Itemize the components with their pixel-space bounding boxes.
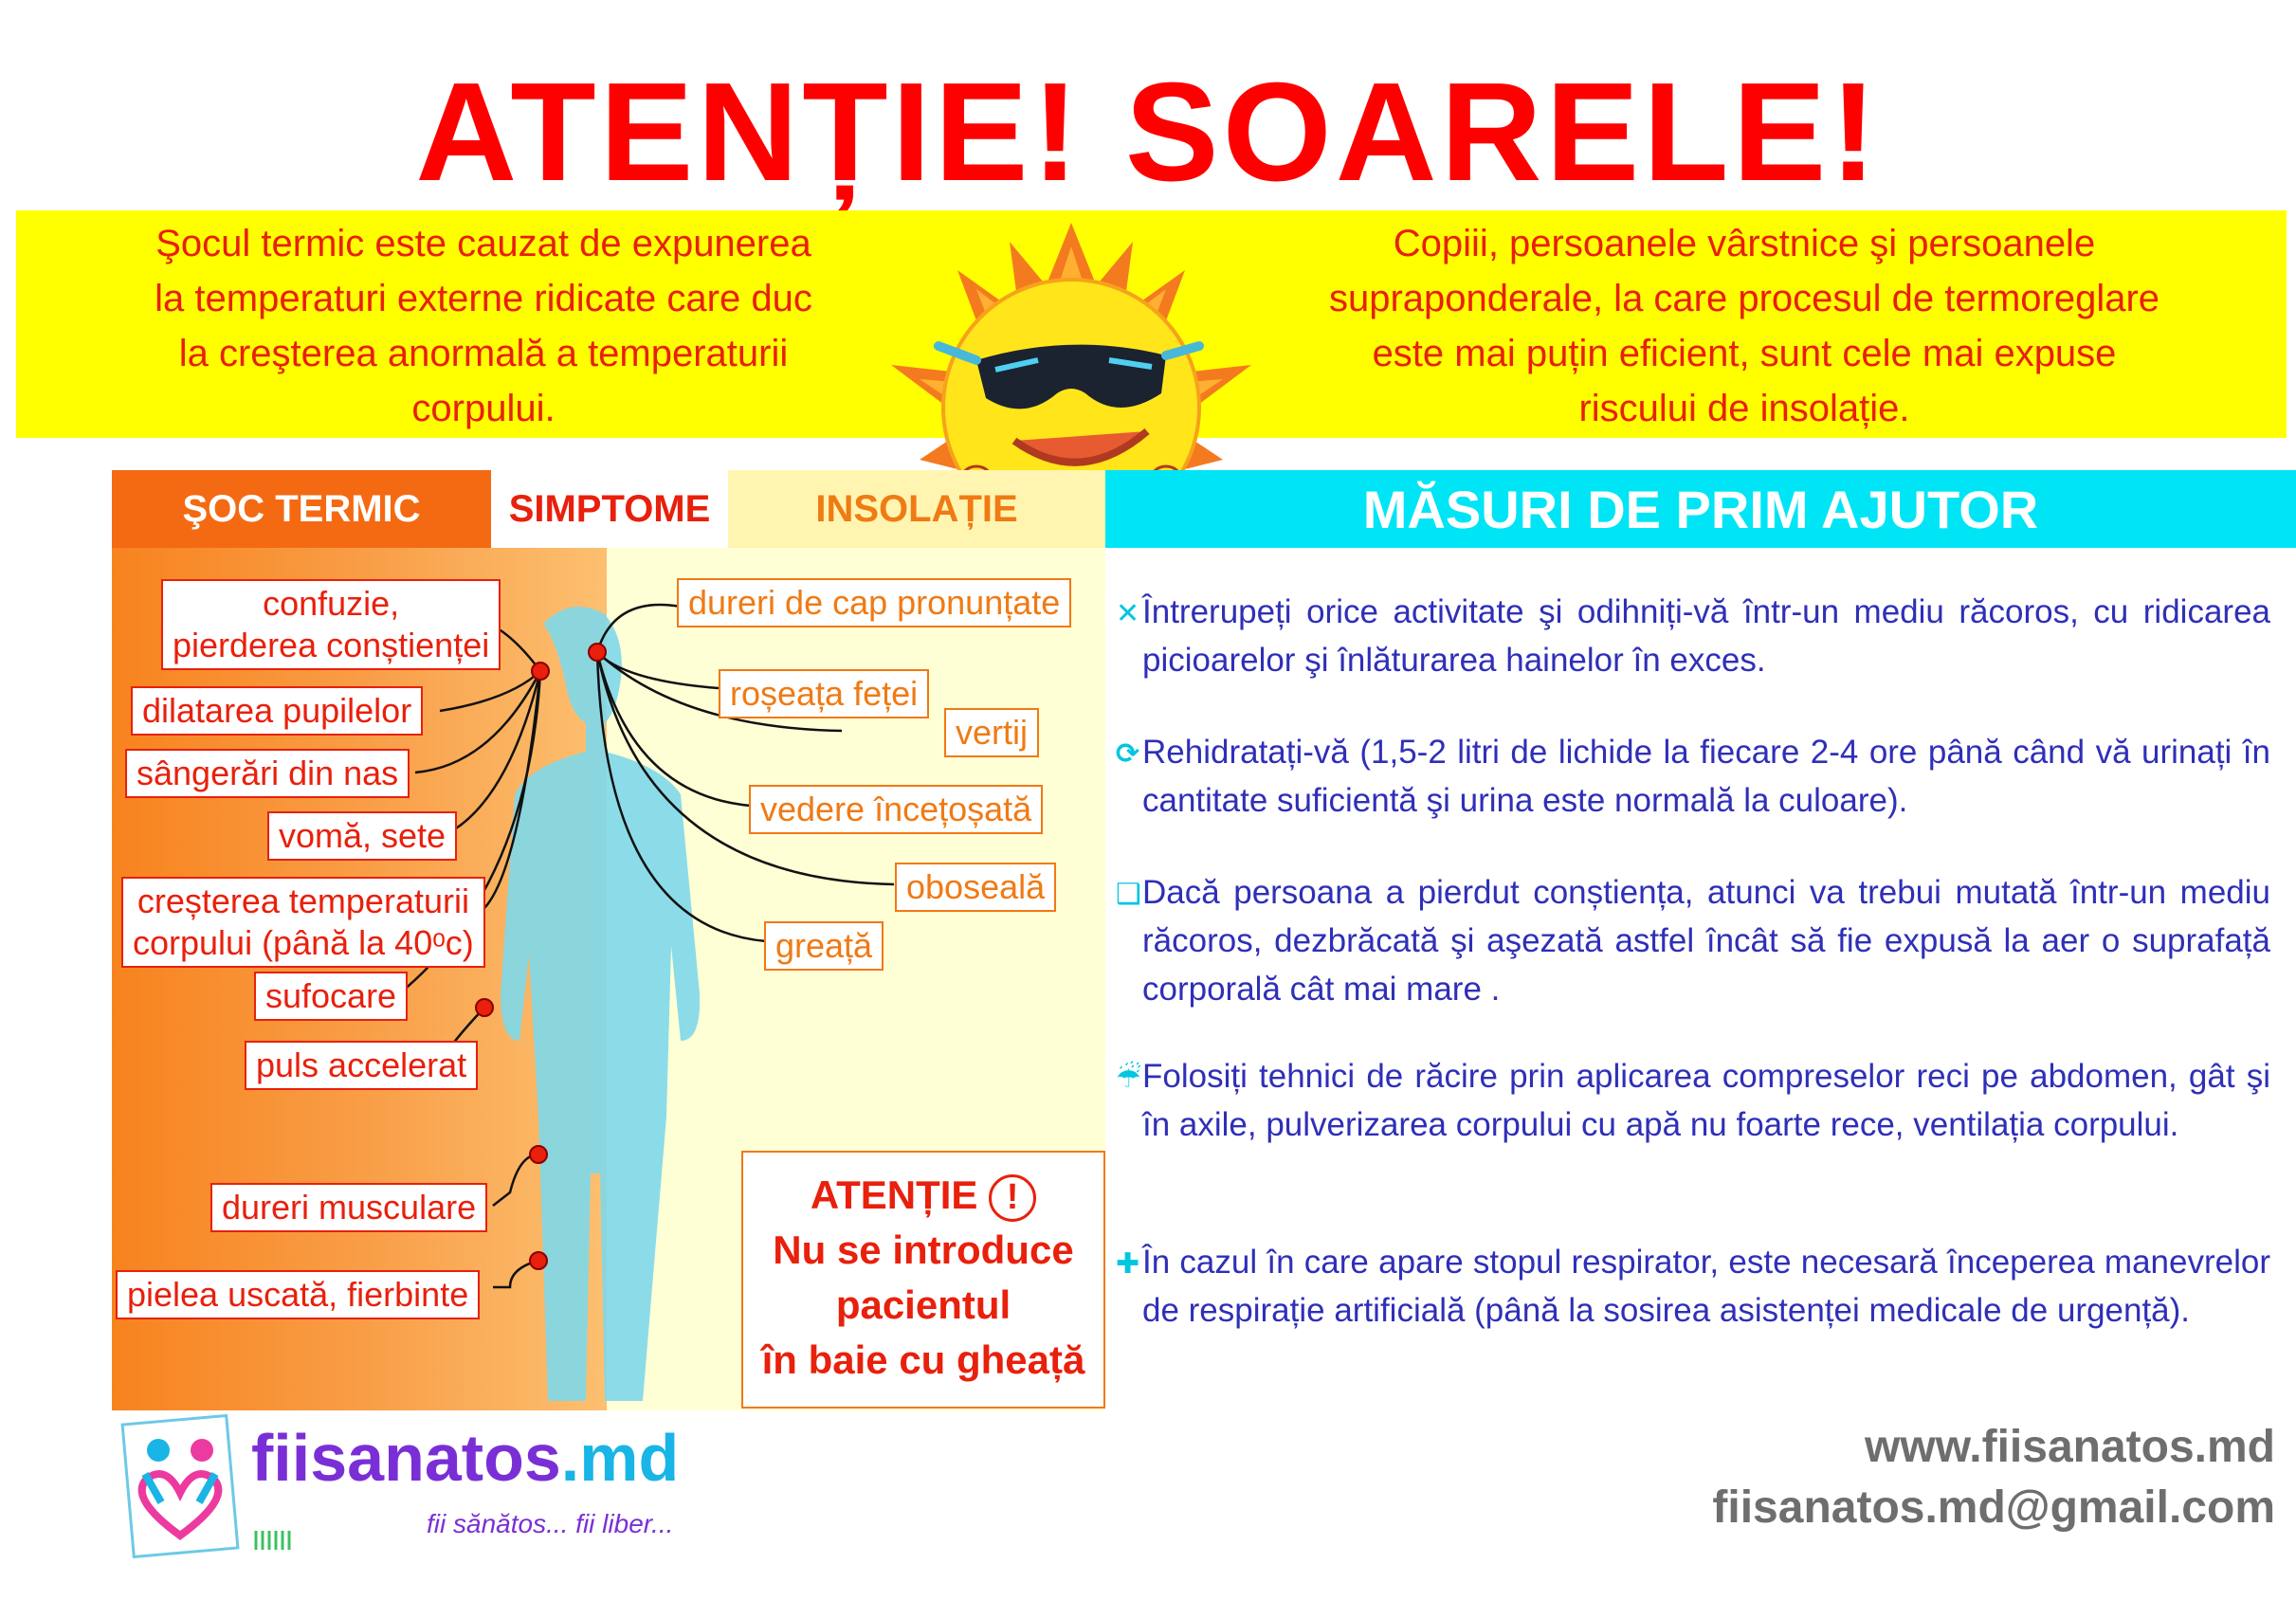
refresh-icon: ⟳ <box>1116 738 1140 770</box>
intro-left-line: corpului. <box>411 388 556 429</box>
warning-title: ATENȚIE <box>810 1173 978 1217</box>
measure-item: ☔ Folosiți tehnici de răcire prin aplicarea compreselor reci pe abdomen, gât şi în axile, pulverizarea corpului cu apă nu foarte rece, ventilația corpului. <box>1142 1052 2270 1149</box>
measure-item: ⟳ Rehidratați-vă (1,5-2 litri de lichide la fiecare 2-4 ore până când vă urinați în cantitate suficientă şi urina este normală la culoare). <box>1142 728 2270 825</box>
intro-right-line: este mai puțin eficient, sunt cele mai expuse <box>1372 333 2117 374</box>
intro-left <box>104 216 863 436</box>
logo-text: fiisanatos.md <box>251 1421 680 1495</box>
intro-right-line: Copiii, persoanele vârstnice şi persoanele <box>1393 223 2096 264</box>
symptom-greata: greață <box>764 921 884 971</box>
symptom-vertij: vertij <box>944 708 1039 757</box>
symptom-sufocare: sufocare <box>254 972 408 1021</box>
header-soc-termic: ŞOC TERMIC <box>112 470 491 548</box>
warning-box <box>741 1151 1105 1409</box>
symptom-oboseala: oboseală <box>895 863 1056 912</box>
symptom-dilatarea-pupilelor: dilatarea pupilelor <box>131 686 423 736</box>
intro-right-line: supraponderale, la care procesul de termoreglare <box>1328 278 2160 319</box>
symptom-roseata-fetei: roșeața feței <box>719 669 929 718</box>
email-link[interactable]: fiisanatos.md@gmail.com <box>1712 1482 2275 1533</box>
measure-item: ✚ În cazul în care apare stopul respirator, este necesară începerea manevrelor de respirație artificială (până la sosirea asistenței medicale de urgență). <box>1142 1238 2270 1335</box>
measure-item: ❑ Dacă persoana a pierdut conștiența, atunci va trebui mutată într-un mediu răcoros, dezbrăcată şi aşezată astfel încât să fie expusă la aer o suprafață corporală cât mai mare . <box>1142 868 2270 1013</box>
header-simptome: SIMPTOME <box>491 470 728 548</box>
website-link[interactable]: www.fiisanatos.md <box>1865 1422 2275 1472</box>
symptom-dureri-musculare: dureri musculare <box>210 1183 487 1232</box>
symptom-voma-sete: vomă, sete <box>267 811 457 861</box>
contact-block <box>1706 1417 2275 1538</box>
logo-tagline: fii sănătos... fii liber... <box>427 1509 674 1538</box>
warning-line: Nu se introduce <box>773 1227 1074 1272</box>
intro-left-line: Şocul termic este cauzat de expunerea <box>155 223 811 264</box>
symptom-sangerari-din-nas: sângerări din nas <box>125 749 410 798</box>
symptom-puls-accelerat: puls accelerat <box>245 1041 478 1090</box>
exclamation-icon: ! <box>989 1174 1036 1222</box>
ambulance-icon: ✚ <box>1116 1248 1140 1280</box>
header-insolatie: INSOLAȚIE <box>728 470 1105 548</box>
warning-line: pacientul <box>835 1282 1011 1327</box>
page-title: ATENȚIE! SOARELE! <box>415 54 1881 210</box>
intro-right-line: riscului de insolație. <box>1578 388 1910 429</box>
cooling-icon: ☔ <box>1116 1063 1141 1094</box>
intro-left-line: la creşterea anormală a temperaturii <box>178 333 789 374</box>
symptom-vedere-incetosata: vedere încețoșată <box>749 785 1043 834</box>
measure-item: ✕ Întrerupeți orice activitate şi odihniți-vă într-un mediu răcoros, cu ridicarea picioarelor şi înlăturarea hainelor în exces. <box>1142 588 2270 684</box>
symptom-confuzie: confuzie, pierderea conștienței <box>161 579 501 670</box>
symptom-cresterea-temperaturii: creșterea temperaturii corpului (până la 40ᵒc) <box>121 877 485 968</box>
intro-left-line: la temperaturi externe ridicate care duc <box>155 278 812 319</box>
square-icon: ❑ <box>1116 879 1141 910</box>
x-icon: ✕ <box>1116 598 1140 629</box>
symptom-dureri-de-cap: dureri de cap pronunțate <box>677 578 1071 627</box>
intro-right <box>1308 216 2180 436</box>
symptom-pielea-uscata: pielea uscată, fierbinte <box>116 1270 480 1319</box>
sun-illustration <box>834 204 1308 488</box>
warning-line: în baie cu gheață <box>761 1337 1085 1382</box>
header-masuri-prim-ajutor: MĂSURI DE PRIM AJUTOR <box>1105 470 2296 548</box>
